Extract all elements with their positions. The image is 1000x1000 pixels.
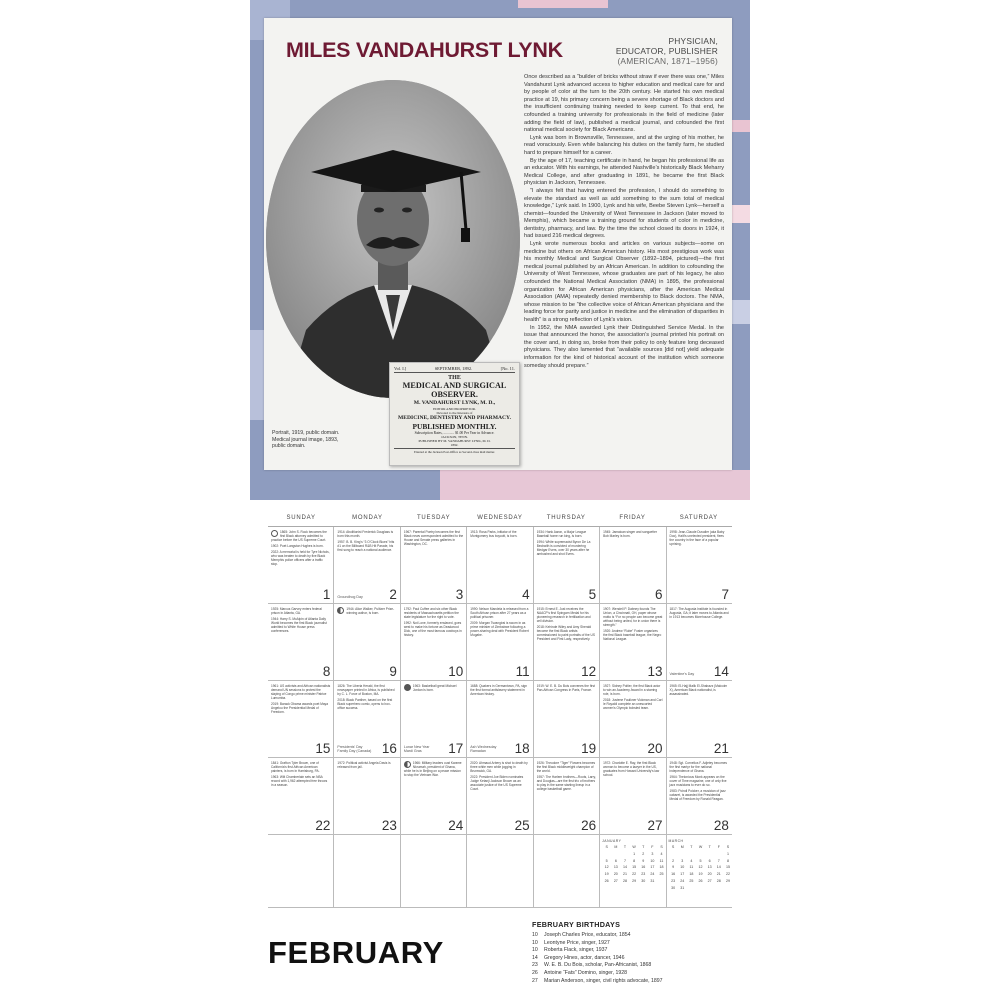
birthday-row (532, 962, 732, 970)
month-name: FEBRUARY (268, 935, 444, 970)
empty-day-cell (334, 835, 400, 908)
mini-calendar-day: 5 (699, 858, 702, 863)
day-event: 2019: Barack Obama awards poet Maya Angelou the Presidential Medal of Freedom. (271, 702, 329, 714)
journal-devoted: Devoted to the Interests of (436, 411, 473, 415)
mini-calendar-day: 21 (622, 872, 627, 877)
day-cell (401, 527, 467, 604)
day-number: 21 (713, 741, 729, 756)
day-number: 25 (514, 818, 530, 833)
bio-paragraph: Lynk was born in Brownsville, Tennessee, and at the urging of his mother, he read voraciously. Even while balancing his duties on the family farm, he studied hard to prepare himself for a career. (524, 134, 724, 156)
birthday-row (532, 955, 732, 963)
day-event: 2022: President Joe Biden nominates Judge Ketanji Jackson Brown as an associate justice of the US Supreme Court. (470, 775, 524, 791)
day-number: 28 (713, 818, 729, 833)
mini-calendar-title: JANUARY (602, 839, 622, 843)
day-number: 19 (581, 741, 597, 756)
day-event: 1826: The Liberia Herald, the first newspaper printed in Africa, is published by C. L. Force of Boston, MA. (337, 684, 395, 696)
mini-calendar-weekday: S (726, 845, 730, 849)
day-event: 2022: A memorial is held for Tyre Nichols, who was beaten to death by five Black Memphis police officers after a traffic stop. (271, 550, 330, 566)
mini-calendar-day: 6 (708, 858, 711, 863)
day-cell (467, 758, 533, 835)
day-number: 17 (448, 741, 464, 756)
role-line-2: EDUCATOR, PUBLISHER (615, 46, 718, 56)
caption-line-3: public domain. (272, 443, 306, 450)
day-event: 1990: Nelson Mandela is released from a South African prison after 27 years as a political prisoner. (470, 607, 529, 619)
empty-day-cell (401, 835, 467, 908)
day-event: 1966: Military leaders oust Kwame Nkrumah, president of Ghana, while he is in Beijing on a peace mission to stop the Vietnam War. (403, 761, 462, 777)
mini-calendar-day: 6 (614, 858, 617, 863)
day-cell (334, 604, 400, 681)
moon-phase-icon (404, 761, 411, 768)
birthday-day: 23 (532, 962, 538, 969)
day-of-week-label: THURSDAY (546, 515, 586, 521)
day-event: 1963: Basketball great Michael Jordan is born. (412, 684, 457, 692)
birthday-day: 10 (532, 939, 538, 946)
empty-day-cell (268, 835, 334, 908)
day-number: 7 (721, 587, 729, 602)
mini-calendar-day (620, 851, 629, 858)
birthday-day: 27 (532, 977, 538, 984)
mini-calendar-day: 30 (641, 878, 646, 883)
day-cell (534, 758, 600, 835)
day-cell (667, 604, 732, 681)
day-number: 8 (322, 664, 331, 679)
mini-calendar-day (696, 851, 705, 858)
day-event: 1972: Political activist Angela Davis is released from jail. (337, 761, 391, 769)
day-number: 16 (381, 741, 397, 756)
subject-role (616, 36, 718, 66)
day-number: 13 (647, 664, 663, 679)
day-event: 1961: US activists and African nationalists demand UN sessions to protest the slaying of Congo prime minister Patrice Lumumba. (271, 684, 331, 700)
day-cell (467, 681, 533, 758)
mini-calendar-day: 4 (660, 851, 663, 856)
mini-calendar-day: 10 (680, 865, 685, 870)
mini-calendar-day: 16 (641, 865, 646, 870)
day-cell (600, 758, 666, 835)
day-number: 22 (315, 818, 331, 833)
journal-year: 1892. (450, 443, 459, 448)
mini-calendar-weekday: T (690, 845, 693, 849)
day-event: 1964: Thelonious Monk appears on the cover of Time magazine, one of only five jazz musicians to ever do so. (669, 775, 727, 787)
birthday-day: 10 (532, 932, 538, 938)
day-number: 2 (389, 587, 397, 602)
day-cell (268, 604, 334, 681)
mini-calendar-day: 2 (672, 858, 675, 863)
mini-calendar-day (687, 851, 696, 858)
day-number: 18 (514, 741, 530, 756)
mini-calendar-weekday: F (717, 845, 720, 849)
day-cell (667, 681, 732, 758)
birthday-text: Joseph Charles Price, educator, 1854 (544, 932, 631, 938)
mini-calendar-day (678, 851, 687, 858)
mini-calendar-day: 28 (716, 878, 721, 883)
mini-calendar-day: 11 (659, 858, 664, 863)
journal-masthead (394, 366, 515, 373)
journal-no: [No. 11. (500, 366, 515, 371)
birthday-row (532, 932, 732, 940)
mini-calendar-day (602, 851, 611, 858)
mini-calendar-weekday: T (642, 845, 645, 849)
bio-paragraph: In 1952, the NMA awarded Lynk their Distinguished Service Medal. In the issue that announced the honor, the association’s journal printed his portrait on the cover and, in doing so, broke from their policy to only feature long deceased physicians. They also lamented that “available sources [did not] yield adequate information for the kind of historical account of the institution which someone someday should prepare.” (524, 324, 724, 369)
mini-calendar-weekday: W (632, 845, 636, 849)
birthdays-rows (532, 932, 732, 985)
day-number: 10 (448, 664, 464, 679)
mini-calendar-day (696, 885, 705, 892)
birthday-text: W. E. B. Du Bois, scholar, Pan-Africanist, 1868 (544, 962, 652, 969)
day-number: 24 (448, 818, 464, 833)
mini-calendar-day: 10 (650, 858, 655, 863)
day-event: 1945: Jamaican singer and songwriter Bob Marley is born. (603, 530, 657, 538)
mini-calendar-day: 24 (680, 878, 685, 883)
day-number: 1 (322, 587, 331, 602)
day-cell (600, 681, 666, 758)
empty-day-cell (534, 835, 600, 908)
birthday-day: 26 (532, 969, 538, 976)
day-event: 1927: Sidney Poitier, the first Black actor to win an Academy Award in a starring role, is born. (603, 684, 661, 696)
calendar-week (268, 681, 732, 758)
day-event: 2018: Kehinde Wiley and Amy Sherald become the first Black artists commissioned to paint portraits of the US President and First Lady, respectively. (536, 625, 595, 641)
mini-calendar-day: 12 (698, 865, 703, 870)
mini-calendar-day: 5 (605, 858, 608, 863)
moon-phase-icon (271, 530, 278, 537)
journal-place: JACKSON, TENN. (441, 435, 468, 440)
mini-calendar-day: 17 (680, 872, 685, 877)
day-cell (667, 758, 732, 835)
day-number: 12 (581, 664, 597, 679)
day-event: 1983: Poindl Poicker, a musician of jazz cabaret, is awarded the Presidential Medal of Freedom by Ronald Reagan. (669, 789, 726, 801)
day-number: 3 (455, 587, 464, 602)
page-title: MILES VANDAHURST LYNK (286, 38, 563, 62)
day-event: 1925: Marcus Garvey enters federal prison in Atlanta, GA. (271, 607, 322, 615)
mini-calendar-day: 15 (725, 865, 730, 870)
caption-line-2: Medical journal image, 1893, (272, 436, 339, 443)
day-cell (334, 527, 400, 604)
mini-calendar-weekday: M (680, 845, 684, 849)
mini-calendar-day (714, 885, 723, 892)
day-number: 15 (315, 741, 331, 756)
mini-calendar-day: 22 (725, 872, 730, 877)
day-event: 1963: Wilt Chamberlain sets an NBA record with 1,962 attempted free throws in a season. (271, 775, 328, 787)
mini-calendar-weekday: S (671, 845, 675, 849)
journal-subscription: Subscription Rates, ............ $1.00 Per Year in Advance. (414, 431, 495, 436)
day-event: 1972: Charlotte E. Ray, the first Black woman to become a lawyer in the US, graduates from Howard University’s law school. (603, 761, 660, 777)
day-event: 1994: White supremacist Byron De La Beckwith is convicted of murdering Medgar Evers, over 30 years after he ambushed and shot Evers. (536, 540, 591, 556)
mini-calendar-day: 18 (659, 865, 664, 870)
decor-stripe (440, 470, 750, 500)
day-event: 1926: Theodore “Tiger” Flowers becomes the first Black middleweight champion of the world. (536, 761, 596, 773)
mini-calendar-january (602, 839, 666, 885)
day-event: 1957: B. B. King’s “3 O’Clock Blues” hits #1 on the Billboard R&B Hit Parade, his first song to reach a national audience. (337, 540, 395, 552)
day-event: 1920: Andrew “Rube” Foster organizes the first Black baseball league, the Negro National League. (603, 629, 662, 641)
holiday-label: Lunar New Year Mardi Gras (403, 744, 430, 754)
decor-stripe (518, 0, 608, 8)
mini-calendar-day (705, 851, 714, 858)
journal-published: PUBLISHED MONTHLY. (412, 422, 497, 432)
holiday-label: Valentine’s Day (669, 672, 695, 677)
mini-calendar-day: 31 (650, 878, 655, 883)
day-cell (467, 527, 533, 604)
holiday-label: Groundhog Day (337, 595, 363, 600)
day-cell (667, 527, 732, 604)
birthdays-title: FEBRUARY BIRTHDAYS (532, 920, 621, 929)
mini-calendar-day: 12 (604, 865, 609, 870)
mini-calendar-day: 13 (707, 865, 712, 870)
mini-calendar-day: 23 (671, 878, 676, 883)
journal-vol: Vol. I.] (394, 366, 407, 371)
mini-calendar-day: 13 (613, 865, 618, 870)
day-event: 2020: Ahmaud Arbery is shot to death by three white men while jogging in Brunswick, GA. (470, 761, 528, 773)
portrait-illustration (266, 80, 520, 398)
birthdays-list (532, 920, 732, 985)
mini-calendar-day: 20 (707, 872, 712, 877)
mini-calendar-day: 14 (716, 865, 721, 870)
mini-calendar-day: 26 (698, 878, 703, 883)
mini-calendar-day (611, 851, 620, 858)
role-line-1: PHYSICIAN, (668, 36, 718, 46)
day-of-week-label: WEDNESDAY (477, 515, 523, 521)
bio-paragraph: Lynk wrote numerous books and articles on various subjects—some on medicine but others on African American history. His most prestigious work was his monthly Medical and Surgical Observer (1892–1894, pictured)—the first medical journal published by an African American. In addition to cofounding the University of West Tennessee, whose graduates are part of his legacy, he also cofounded the National Medical Association (NMA) in 1895, the professional organization for African American physicians, after the American Medical Association (AMA) repeatedly denied membership to Black doctors. The NMA, whose mission to be “the collective voice of African American physicians and the leading force for parity and justice in medicine and the elimination of disparities in health” is a strong reflection of Lynk’s vision. (524, 241, 724, 323)
day-event: 1934: Hank Aaron, a Major League Baseball home run king, is born. (536, 530, 587, 538)
mini-calendar-title: MARCH (668, 839, 684, 843)
mini-calendar-day: 7 (623, 858, 626, 863)
day-cell (534, 681, 600, 758)
day-cell (534, 527, 600, 604)
mini-calendar-day: 8 (726, 858, 729, 863)
birthday-text: Roberta Flack, singer, 1937 (544, 947, 608, 954)
birthday-row (532, 940, 732, 948)
day-number: 27 (647, 818, 663, 833)
day-cell (534, 604, 600, 681)
mini-calendar-day: 25 (659, 872, 664, 877)
mini-calendar-day: 4 (690, 858, 693, 863)
journal-entered: Entered at the Jackson Post-Office as Second-class mail matter. (394, 448, 515, 454)
mini-calendar-march (669, 839, 732, 892)
mini-calendar-day: 30 (671, 885, 676, 890)
mini-calendar-day (723, 885, 732, 892)
day-cell (268, 681, 334, 758)
mini-calendar-day: 28 (622, 878, 627, 883)
day-event: 1967: Parental Poetry becomes the first Black news correspondent admitted to the House and Senate press galleries in Washington, DC. (403, 530, 464, 546)
day-number: 11 (515, 664, 530, 679)
birthday-text: Antoine “Fats” Domino, singer, 1928 (544, 969, 628, 976)
month-calendar (268, 510, 732, 908)
photo-caption (272, 430, 382, 450)
day-event: 1914: Abolitionist Frederick Douglass is born this month. (337, 530, 394, 538)
mini-calendar-weekday: S (605, 845, 608, 849)
mini-calendar-day (657, 878, 666, 885)
birthday-text: Leontyne Price, singer, 1927 (544, 939, 610, 946)
mini-calendar-day: 3 (681, 858, 684, 863)
birthday-text: Gregory Hines, actor, dancer, 1946 (544, 954, 625, 961)
mini-calendar-day (705, 885, 714, 892)
day-number: 6 (655, 587, 663, 602)
mini-calendar-day: 7 (717, 858, 720, 863)
day-event: 1792: Paul Cuffee and six other Black residents of Massachusetts petition the state legislature for the right to vote. (403, 607, 459, 619)
mini-calendar-grid (669, 844, 732, 892)
day-cell (467, 604, 533, 681)
mini-calendar-day: 8 (633, 858, 636, 863)
mini-calendar-weekday: T (623, 845, 627, 849)
journal-cover-image (389, 362, 520, 466)
day-event: 1919: W. E. B. Du Bois convenes the first Pan-African Congress in Paris, France. (536, 684, 595, 692)
day-cell (600, 527, 666, 604)
moon-phase-icon (404, 684, 411, 691)
day-of-week-label: MONDAY (352, 515, 383, 521)
day-event: 2018: Justene Faulkner Vickman and Carl le Royaldi complete an unescorted women’s Olympic bobsled team. (603, 698, 663, 710)
day-event: 1992: Not Lone, formerly enslaved, goes west to make his fortune as Deadwood Dick, one of the most famous cowboys in history. (403, 621, 462, 637)
holiday-label: Ash Wednesday Ramadan (470, 744, 497, 754)
empty-day-cell (467, 835, 533, 908)
day-number: 20 (647, 741, 663, 756)
mini-calendar-weekday: W (698, 845, 703, 849)
birthday-row (532, 978, 732, 986)
biography-text (524, 74, 724, 370)
calendar-top-page (250, 0, 750, 500)
journal-the: THE (448, 375, 461, 381)
day-event: 2018: Black Panther, based on the first Black superhero comic, opens to box-office success. (337, 698, 393, 710)
mini-calendar-day: 25 (689, 878, 694, 883)
birthday-day: 14 (532, 954, 538, 961)
day-event: 1965: El-Hajj Malik El-Shabazz (Malcolm X), American Black nationalist, is assassinated. (669, 684, 728, 696)
mini-calendar-day: 20 (613, 872, 618, 877)
mini-calendar-day: 2 (642, 851, 645, 856)
day-event: 2009: Morgan Tsvangirai is sworn in as prime minister of Zimbabwe following a power-sharing deal with President Robert Mugabe. (470, 621, 529, 637)
mini-calendar-day: 9 (642, 858, 645, 863)
birthday-day: 10 (532, 947, 538, 954)
mini-calendar-day: 1 (633, 851, 636, 856)
day-cell (401, 681, 467, 758)
day-event: 1865: John S. Rock becomes the first Black attorney admitted to practice before the US Supreme Court. (271, 530, 327, 542)
journal-editor-role: EDITOR AND PROPRIETOR. (433, 407, 476, 411)
calendar-week (268, 604, 732, 681)
mini-calendar-day: 29 (632, 878, 637, 883)
day-cell (268, 758, 334, 835)
mini-calendar-weekday: S (660, 845, 663, 849)
empty-day-cell (667, 835, 732, 908)
day-number: 26 (581, 818, 597, 833)
calendar-grid (268, 526, 732, 908)
calendar-week (268, 527, 732, 604)
mini-calendar-day: 14 (622, 865, 627, 870)
day-event: 1915: Ernest E. Just receives the NAACP’s first Spingarn Medal for his pioneering research in fertilization and cell division. (536, 607, 591, 623)
day-number: 9 (389, 664, 397, 679)
day-cell (600, 604, 666, 681)
mini-calendar-day: 24 (650, 872, 655, 877)
portrait-photo (266, 80, 520, 398)
day-event: 1907: Wendell P. Dabney founds The Union, a Cincinnati, OH, paper whose motto is “For no people can become great without being united, for in union there is strength.” (603, 607, 663, 627)
calendar-week (268, 758, 732, 835)
day-number: 4 (522, 587, 530, 602)
bio-paragraph: By the age of 17, teaching certificate in hand, he began his professional life as an educator. With his earnings, he attended Nashville’s historically Black Meharry Medical College, and after graduating in 1891, he became the first Black physician in Jackson, Tennessee. (524, 157, 724, 187)
day-event: 1957: The Harlem brothers—Roots, Larry, and Douglas—are the first trio of brothers to play in the same starting lineup in a college basketball game. (536, 775, 596, 791)
day-of-week-header (268, 510, 732, 526)
mini-calendar-day: 27 (707, 878, 712, 883)
journal-name-2: OBSERVER. (431, 390, 478, 399)
holiday-label: Presidents’ Day Family Day (Canada) (337, 744, 372, 754)
mini-calendar-day: 26 (604, 878, 609, 883)
day-of-week-label: TUESDAY (416, 515, 451, 521)
mini-calendar-day: 19 (604, 872, 609, 877)
mini-calendar-day: 3 (651, 851, 654, 856)
mini-calendar-day: 1 (726, 851, 729, 856)
day-event: 1998: Jean-Claude Duvalier (aka Baby Doc), Haiti’s unelected president, flees the country in the face of a popular uprising. (669, 530, 725, 546)
mini-calendar-weekday: F (651, 845, 654, 849)
day-of-week-label: SUNDAY (286, 515, 316, 521)
birthday-row (532, 947, 732, 955)
day-of-week-label: SATURDAY (679, 515, 718, 521)
mini-calendar-day: 18 (689, 872, 694, 877)
bio-paragraph: Once described as a “builder of bricks without straw if ever there was one,” Miles Vandahurst Lynk advanced access to higher education and medical care for and by people of color at the turn to the 20th century. He started his own medical practice at 19, his primary concern being a severe shortage of Black doctors and the insufficient continuing training needed to keep current. To that end, he cofounded a training university for professionals in the field of medicine (later adding the field of law), published a medical journal, and cofounded the first national medical society for Black Americans. (524, 74, 724, 134)
birthday-text: Marian Anderson, singer, civil rights advocate, 1897 (544, 977, 663, 984)
day-event: 1841: Grafton Tyler Brown, one of California’s first African American painters, is born in Harrisburg, PA. (271, 761, 320, 773)
birthday-row (532, 970, 732, 978)
mini-calendar-day: 31 (680, 885, 685, 890)
calendar-week-empty (268, 835, 732, 908)
day-event: 1688: Quakers in Germantown, PA, sign the first formal antislavery statement in American history. (470, 684, 528, 696)
mini-calendar-day (669, 851, 678, 858)
mini-calendar-day: 11 (689, 865, 694, 870)
caption-line-1: Portrait, 1919, public domain. (272, 430, 340, 436)
day-event: 1902: Poet Langston Hughes is born. (271, 544, 324, 548)
mini-calendar-day: 19 (698, 872, 703, 877)
day-number: 23 (381, 818, 397, 833)
day-number: 5 (588, 587, 597, 602)
bio-sheet (264, 18, 732, 470)
mini-calendar-day: 15 (632, 865, 637, 870)
role-line-3: (AMERICAN, 1871–1956) (617, 56, 718, 66)
empty-day-cell (600, 835, 666, 908)
day-event: 1817: The Augusta Institute is founded in Augusta, GA; it later moves to Atlanta and in 1913 becomes Morehouse College. (669, 607, 729, 619)
day-event: 1913: Rosa Parks, initiator of the Montgomery bus boycott, is born. (470, 530, 518, 538)
bio-paragraph: “I always felt that having entered the profession, I should do something to elevate the standard as well as add something to the sum total of medical knowledge,” Lynk said. In 1900, Lynk and his wife, Beebe Steven Lynk—herself a chemist—founded the University of West Tennessee in Jackson (later moved to Memphis), which became a training ground for students of color in medicine, dentistry, pharmacy, and law. By the time the school closed its doors in 1924, it had issued 216 medical degrees. (524, 187, 724, 240)
day-of-week-label: FRIDAY (619, 515, 646, 521)
mini-calendar-weekday: M (614, 845, 618, 849)
mini-calendar-day (687, 885, 696, 892)
day-cell (401, 604, 467, 681)
mini-calendar-grid (602, 844, 666, 885)
journal-publisher: PUBLISHED BY M. VANDAHURST LYNK, M. D. (418, 439, 491, 444)
mini-calendar-day: 16 (671, 872, 676, 877)
mini-calendar-day (714, 851, 723, 858)
mini-calendar-day: 27 (613, 878, 618, 883)
day-cell (401, 758, 467, 835)
day-cell (334, 681, 400, 758)
mini-calendar-day: 9 (672, 865, 675, 870)
day-event: 1944: Harry S. McAlpin of Atlanta Daily World becomes the first Black journalist admitted to White House press conferences. (271, 617, 327, 633)
day-event: 1944: Alice Walker, Pulitzer Prize-winning author, is born. (346, 607, 395, 615)
mini-calendar-day: 17 (650, 865, 655, 870)
journal-fields: MEDICINE, DENTISTRY AND PHARMACY. (398, 415, 511, 421)
day-event: 1948: Sgt. Cornelius F. Adjetey becomes the first martyr for the national independence of Ghana. (669, 761, 727, 773)
day-cell (334, 758, 400, 835)
journal-editor: M. VANDAHURST LYNK, M. D., (413, 400, 496, 406)
day-number: 14 (713, 664, 729, 679)
mini-calendar-day: 29 (725, 878, 730, 883)
journal-name-1: MEDICAL AND SURGICAL (402, 381, 507, 390)
mini-calendar-weekday: T (708, 845, 711, 849)
journal-date: SEPTEMBER, 1892. (434, 366, 473, 371)
mini-calendar-day: 21 (716, 872, 721, 877)
day-cell (268, 527, 334, 604)
mini-calendar-day: 22 (632, 872, 637, 877)
mini-calendar-day: 23 (641, 872, 646, 877)
